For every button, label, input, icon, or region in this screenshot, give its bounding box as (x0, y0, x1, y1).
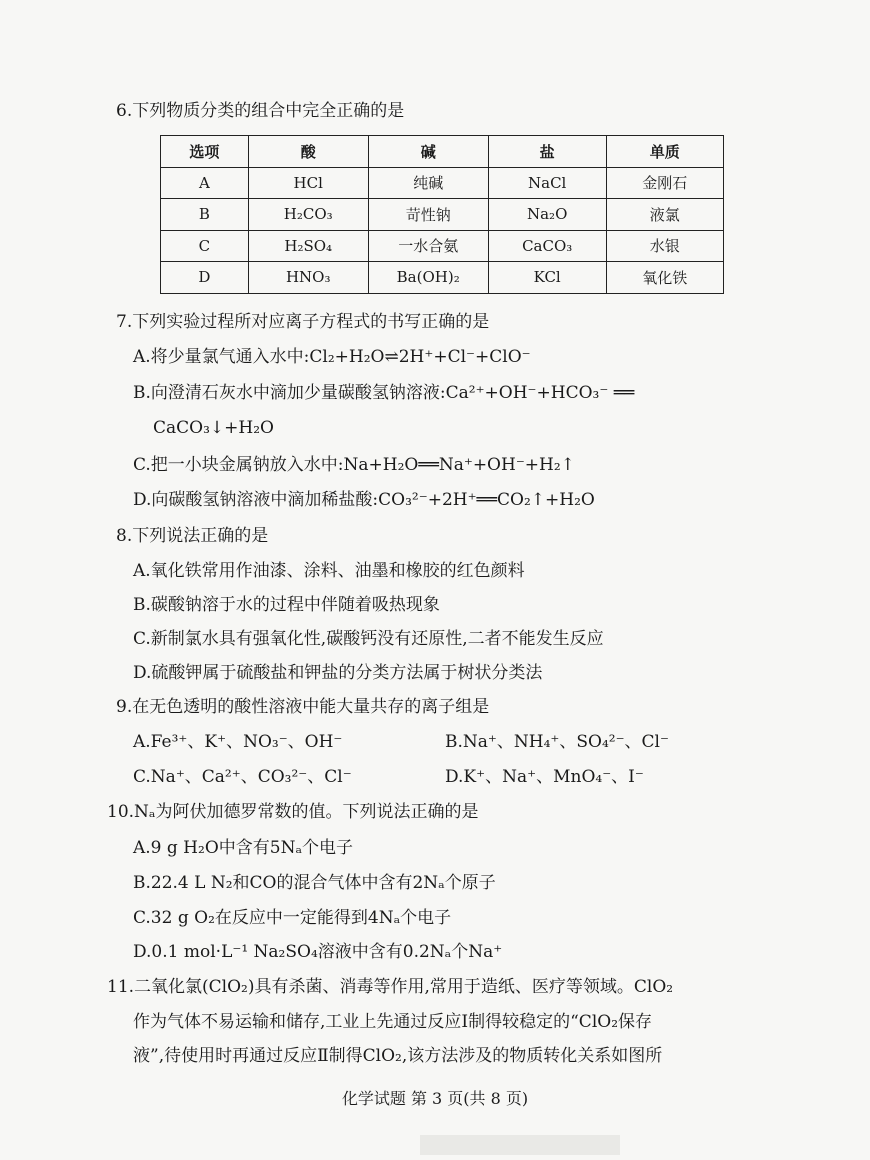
q11-line-2: 作为气体不易运输和储存,工业上先通过反应Ⅰ制得较稳定的“ClO₂保存 (133, 1012, 653, 1032)
q10-option-b: B.22.4 L N₂和CO的混合气体中含有2Nₐ个原子 (133, 873, 496, 893)
table-header-row (161, 136, 724, 168)
table-cell: HNO₃ (248, 262, 368, 294)
table-row (161, 262, 724, 294)
table-cell: C (161, 230, 249, 262)
q8-option-c: C.新制氯水具有强氧化性,碳酸钙没有还原性,二者不能发生反应 (133, 629, 604, 649)
classification-table (160, 135, 724, 294)
table-cell: H₂CO₃ (248, 199, 368, 231)
q7-stem: 7.下列实验过程所对应离子方程式的书写正确的是 (116, 312, 490, 332)
table-cell: NaCl (488, 167, 606, 199)
q10-stem: 10.Nₐ为阿伏加德罗常数的值。下列说法正确的是 (107, 802, 479, 822)
q10-option-d: D.0.1 mol·L⁻¹ Na₂SO₄溶液中含有0.2Nₐ个Na⁺ (133, 942, 503, 962)
q9-option-c: C.Na⁺、Ca²⁺、CO₃²⁻、Cl⁻ (133, 767, 352, 787)
table-row (161, 199, 724, 231)
table-cell: D (161, 262, 249, 294)
q6-stem: 6.下列物质分类的组合中完全正确的是 (116, 101, 405, 121)
q11-line-3: 液”,待使用时再通过反应Ⅱ制得ClO₂,该方法涉及的物质转化关系如图所 (133, 1046, 663, 1066)
q9-stem: 9.在无色透明的酸性溶液中能大量共存的离子组是 (116, 697, 490, 717)
table-cell: H₂SO₄ (248, 230, 368, 262)
table-cell: B (161, 199, 249, 231)
table-cell: Ba(OH)₂ (368, 262, 488, 294)
q8-option-d: D.硫酸钾属于硫酸盐和钾盐的分类方法属于树状分类法 (133, 663, 543, 683)
q8-stem: 8.下列说法正确的是 (116, 526, 269, 546)
table-cell: 金刚石 (606, 167, 723, 199)
table-cell: A (161, 167, 249, 199)
table-cell: 水银 (606, 230, 723, 262)
table-cell: 氧化铁 (606, 262, 723, 294)
page-footer: 化学试题 第 3 页(共 8 页) (341, 1089, 529, 1108)
table-cell: 纯碱 (368, 167, 488, 199)
q7-option-b-cont: CaCO₃↓+H₂O (153, 418, 274, 438)
q8-option-a: A.氧化铁常用作油漆、涂料、油墨和橡胶的红色颜料 (133, 561, 525, 581)
table-cell: HCl (248, 167, 368, 199)
table-header: 酸 (248, 136, 368, 168)
table-cell: CaCO₃ (488, 230, 606, 262)
q7-option-a: A.将少量氯气通入水中:Cl₂+H₂O⇌2H⁺+Cl⁻+ClO⁻ (133, 347, 531, 367)
q10-option-c: C.32 g O₂在反应中一定能得到4Nₐ个电子 (133, 908, 452, 928)
table-cell: 苛性钠 (368, 199, 488, 231)
table-header: 盐 (488, 136, 606, 168)
table-row (161, 167, 724, 199)
scan-shadow (420, 1135, 620, 1155)
q8-option-b: B.碳酸钠溶于水的过程中伴随着吸热现象 (133, 595, 440, 615)
q9-option-a: A.Fe³⁺、K⁺、NO₃⁻、OH⁻ (133, 732, 343, 752)
table-row (161, 230, 724, 262)
q7-option-d: D.向碳酸氢钠溶液中滴加稀盐酸:CO₃²⁻+2H⁺══CO₂↑+H₂O (133, 490, 595, 510)
table-cell: Na₂O (488, 199, 606, 231)
q11-line-1: 11.二氧化氯(ClO₂)具有杀菌、消毒等作用,常用于造纸、医疗等领域。ClO₂ (107, 977, 674, 997)
q10-option-a: A.9 g H₂O中含有5Nₐ个电子 (133, 838, 354, 858)
table-header: 选项 (161, 136, 249, 168)
table-cell: KCl (488, 262, 606, 294)
q7-option-b: B.向澄清石灰水中滴加少量碳酸氢钠溶液:Ca²⁺+OH⁻+HCO₃⁻ ══ (133, 383, 635, 403)
q9-option-b: B.Na⁺、NH₄⁺、SO₄²⁻、Cl⁻ (445, 732, 669, 752)
table-header: 单质 (606, 136, 723, 168)
q7-option-c: C.把一小块金属钠放入水中:Na+H₂O══Na⁺+OH⁻+H₂↑ (133, 455, 575, 475)
table-header: 碱 (368, 136, 488, 168)
q9-option-d: D.K⁺、Na⁺、MnO₄⁻、I⁻ (445, 767, 644, 787)
table-cell: 一水合氨 (368, 230, 488, 262)
table-cell: 液氯 (606, 199, 723, 231)
